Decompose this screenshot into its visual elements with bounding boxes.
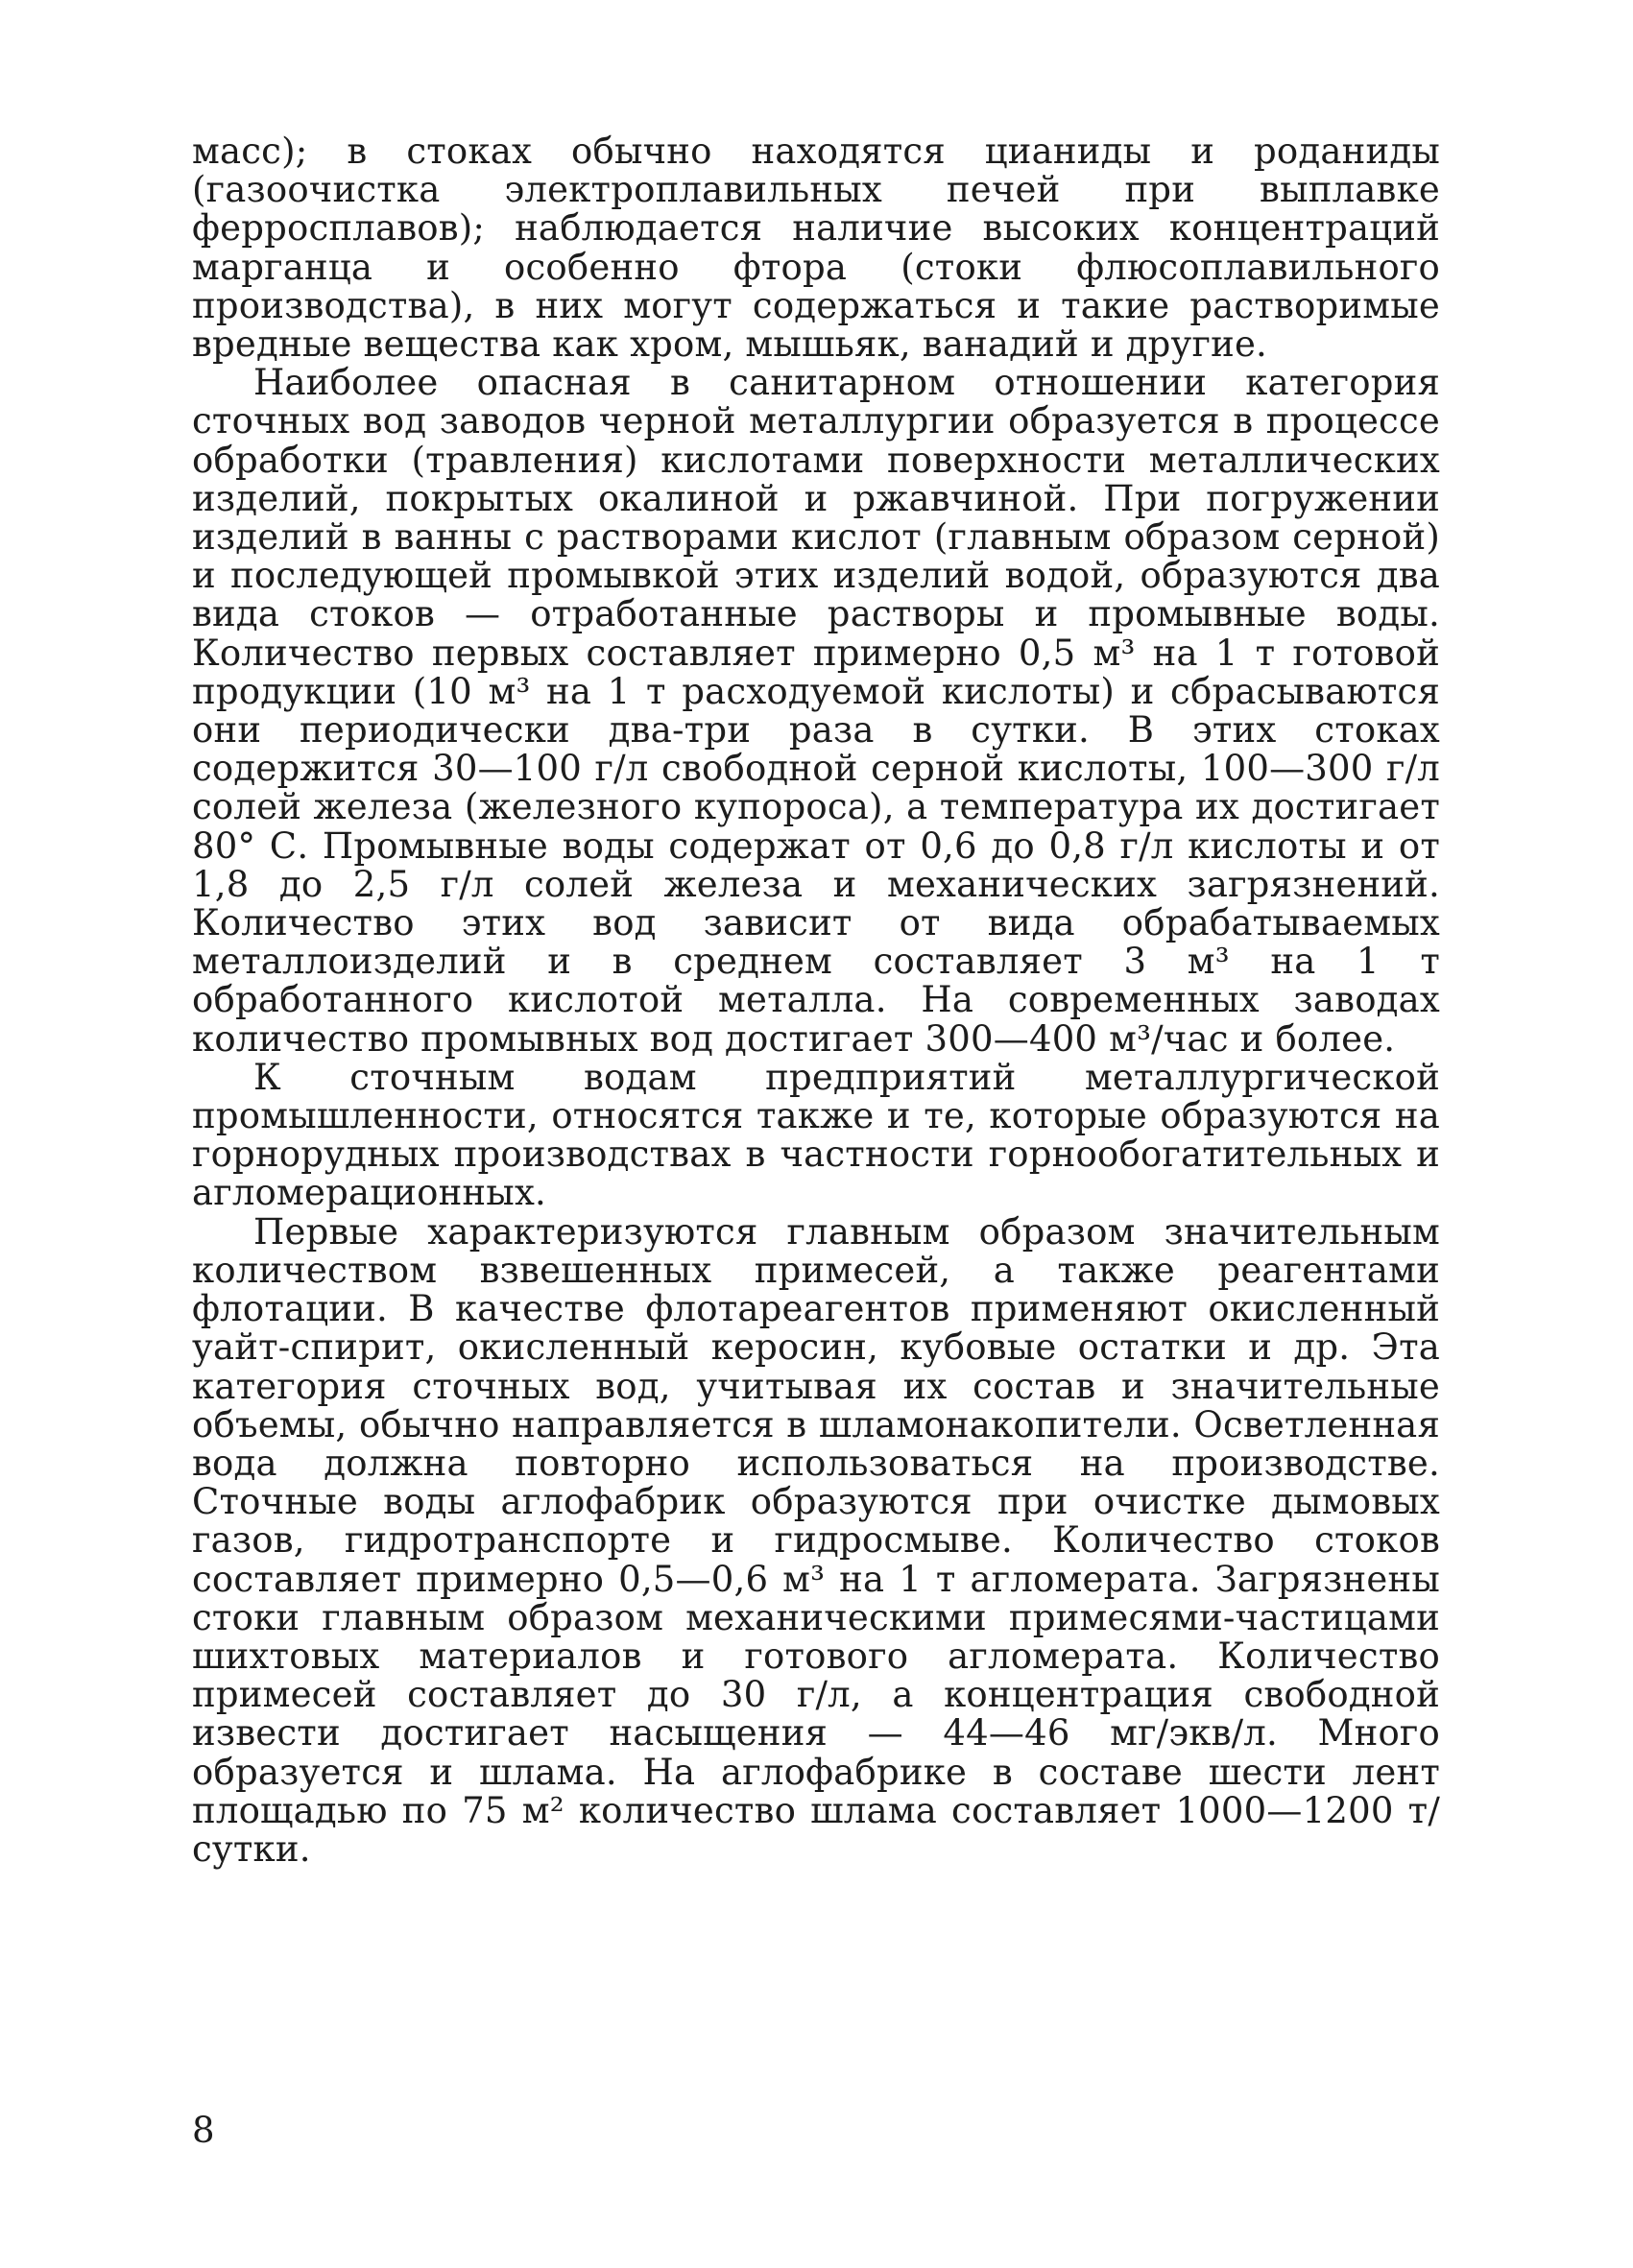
paragraph-4: Первые характеризуются главным образом значительным количеством взвешенных примесей, а также реагентами флотации. В качестве флотареагентов применяют окисленный уайт-спирит, окисленный керосин, кубовые остатки и др. Эта категория сточных вод, учитывая их состав и значительные объемы, обычно направляется в шламонакопители. Осветленная вода должна повторно использоваться на производстве. Сточные воды аглофабрик образуются при очистке дымовых газов, гидротранспорте и гидросмыве. Количество стоков составляет примерно 0,5—0,6 м³ на 1 т агломерата. Загрязнены стоки главным образом механическими примесями-частицами шихтовых материалов и готового агломерата. Количество примесей составляет до 30 г/л, а концентрация свободной извести достигает насыщения — 44—46 мг/экв/л. Много образуется и шлама. На аглофабрике в составе шести лент площадью по 75 м² количество шлама составляет 1000—1200 т/сутки. <box>192 1210 1440 1870</box>
paragraph-2: Наиболее опасная в санитарном отношении категория сточных вод заводов черной металлургии образуется в процессе обработки (травления) кислотами поверхности металлических изделий, покрытых окалиной и ржавчиной. При погружении изделий в ванны с растворами кислот (главным образом серной) и последующей промывкой этих изделий водой, образуются два вида стоков — отработанные растворы и промывные воды. Количество первых составляет примерно 0,5 м³ на 1 т готовой продукции (10 м³ на 1 т расходуемой кислоты) и сбрасываются они периодически два-три раза в сутки. В этих стоках содержится 30—100 г/л свободной серной кислоты, 100—300 г/л солей железа (железного купороса), а температура их достигает 80° С. Промывные воды содержат от 0,6 до 0,8 г/л кислоты и от 1,8 до 2,5 г/л солей железа и механических загрязнений. Количество этих вод зависит от вида обрабатываемых металлоизделий и в среднем составляет 3 м³ на 1 т обработанного кислотой металла. На современных заводах количество промывных вод достигает 300—400 м³/час и более. <box>192 362 1440 1060</box>
page-number: 8 <box>192 2110 215 2151</box>
body-text <box>192 132 1440 1869</box>
paragraph-1: масс); в стоках обычно находятся цианиды и роданиды (газоочистка электроплавильных печей при выплавке ферросплавов); наблюдается наличие высоких концентраций марганца и особенно фтора (стоки флюсоплавильного производства), в них могут содержаться и такие растворимые вредные вещества как хром, мышьяк, ванадий и другие. <box>192 131 1440 366</box>
paragraph-3: К сточным водам предприятий металлургической промышленности, относятся также и те, которые образуются на горнорудных производствах в частности горнообогатительных и агломерационных. <box>192 1056 1440 1214</box>
